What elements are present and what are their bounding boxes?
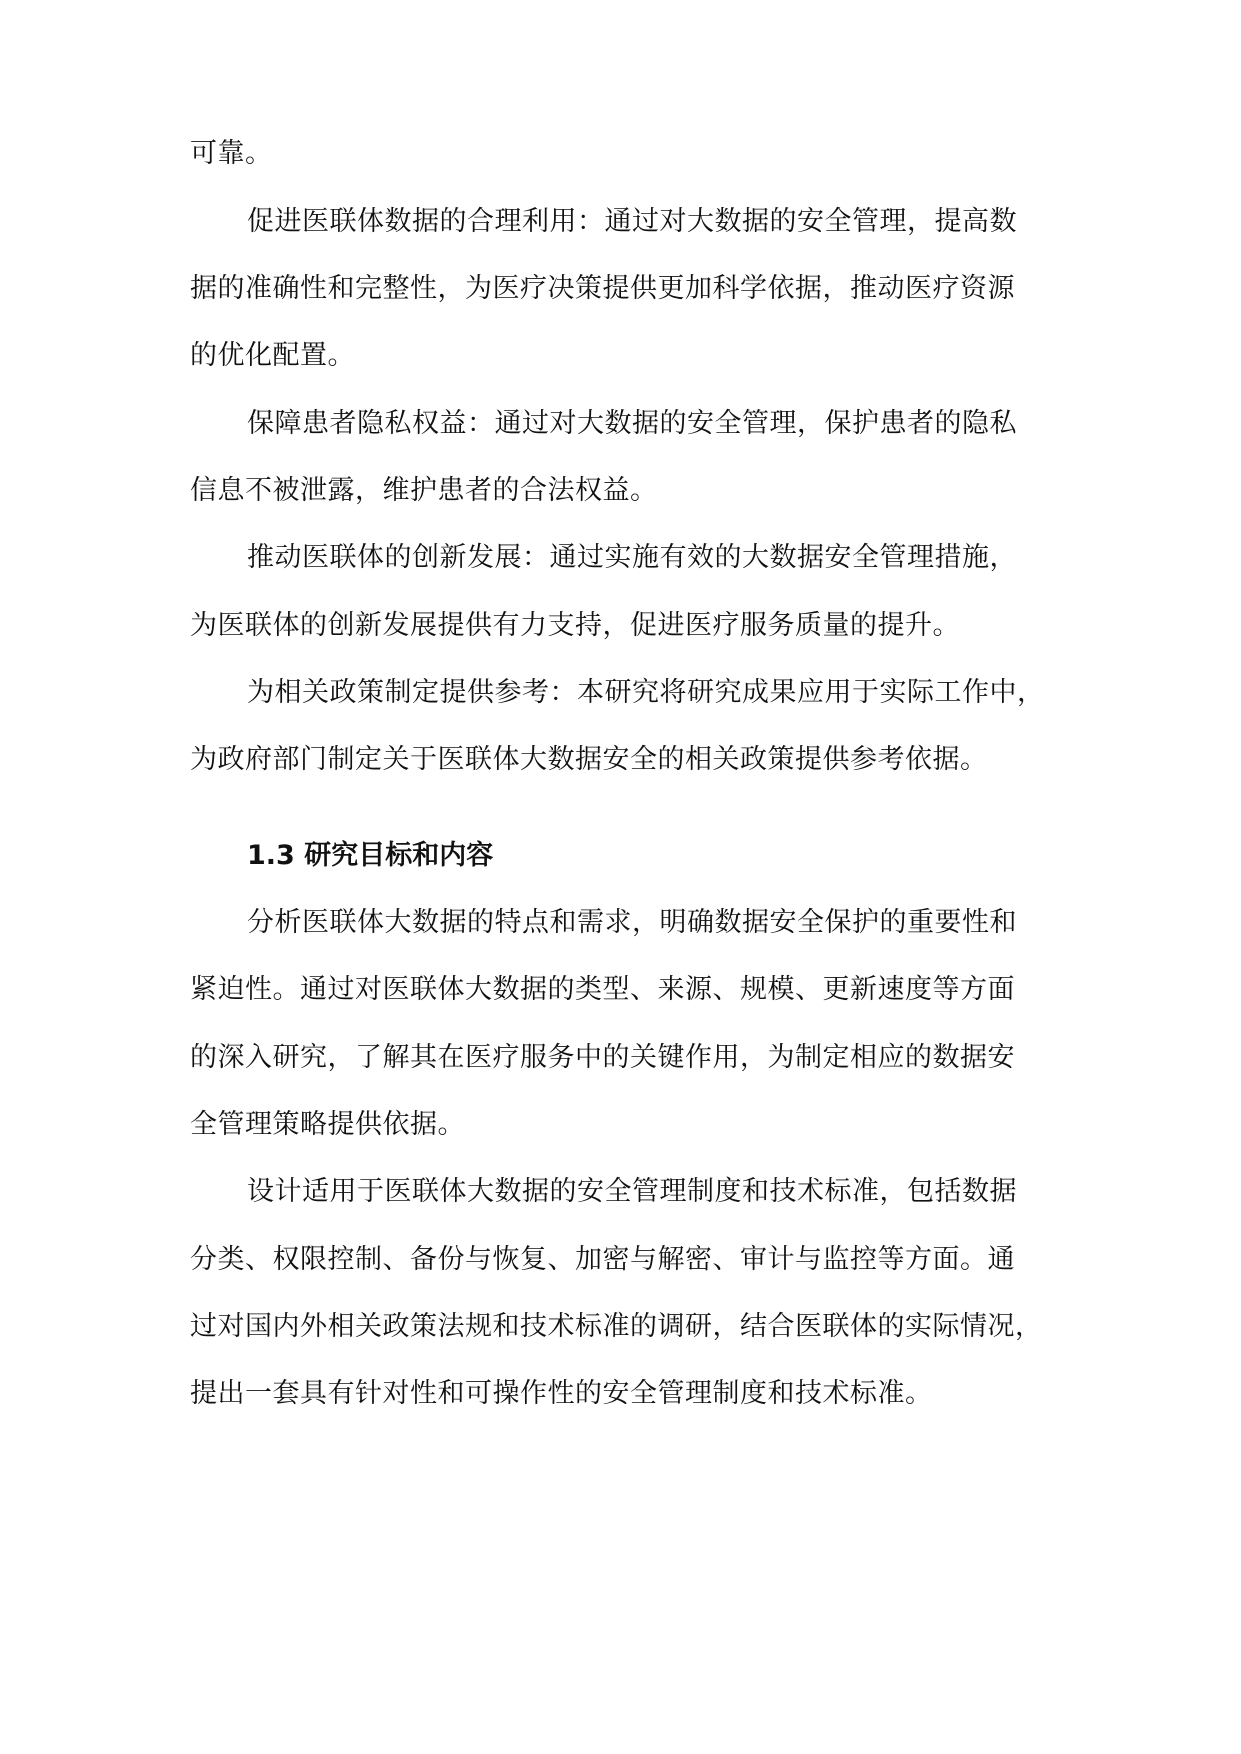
text-line: 为相关政策制定提供参考：本研究将研究成果应用于实际工作中， <box>247 677 1045 708</box>
text-line: 推动医联体的创新发展：通过实施有效的大数据安全管理措施， <box>247 542 1017 573</box>
text-line: 设计适用于医联体大数据的安全管理制度和技术标准，包括数据 <box>247 1176 1017 1207</box>
text-line: 全管理策略提供依据。 <box>190 1109 465 1140</box>
text-line: 信息不被泄露，维护患者的合法权益。 <box>190 475 658 506</box>
text-line: 分类、权限控制、备份与恢复、加密与解密、审计与监控等方面。通 <box>190 1244 1015 1275</box>
section-heading: 1.3 研究目标和内容 <box>247 840 494 871</box>
text-line: 过对国内外相关政策法规和技术标准的调研，结合医联体的实际情况， <box>190 1311 1043 1342</box>
text-line: 保障患者隐私权益：通过对大数据的安全管理，保护患者的隐私 <box>247 408 1017 439</box>
text-line: 的优化配置。 <box>190 340 355 371</box>
text-line: 可靠。 <box>190 138 273 169</box>
text-line: 分析医联体大数据的特点和需求，明确数据安全保护的重要性和 <box>247 907 1017 938</box>
text-line: 紧迫性。通过对医联体大数据的类型、来源、规模、更新速度等方面 <box>190 974 1015 1005</box>
text-line: 提出一套具有针对性和可操作性的安全管理制度和技术标准。 <box>190 1378 933 1409</box>
text-line: 促进医联体数据的合理利用：通过对大数据的安全管理，提高数 <box>247 206 1017 237</box>
text-line: 的深入研究，了解其在医疗服务中的关键作用，为制定相应的数据安 <box>190 1042 1015 1073</box>
text-line: 为医联体的创新发展提供有力支持，促进医疗服务质量的提升。 <box>190 610 960 641</box>
text-line: 据的准确性和完整性，为医疗决策提供更加科学依据，推动医疗资源 <box>190 273 1015 304</box>
text-line: 为政府部门制定关于医联体大数据安全的相关政策提供参考依据。 <box>190 744 988 775</box>
